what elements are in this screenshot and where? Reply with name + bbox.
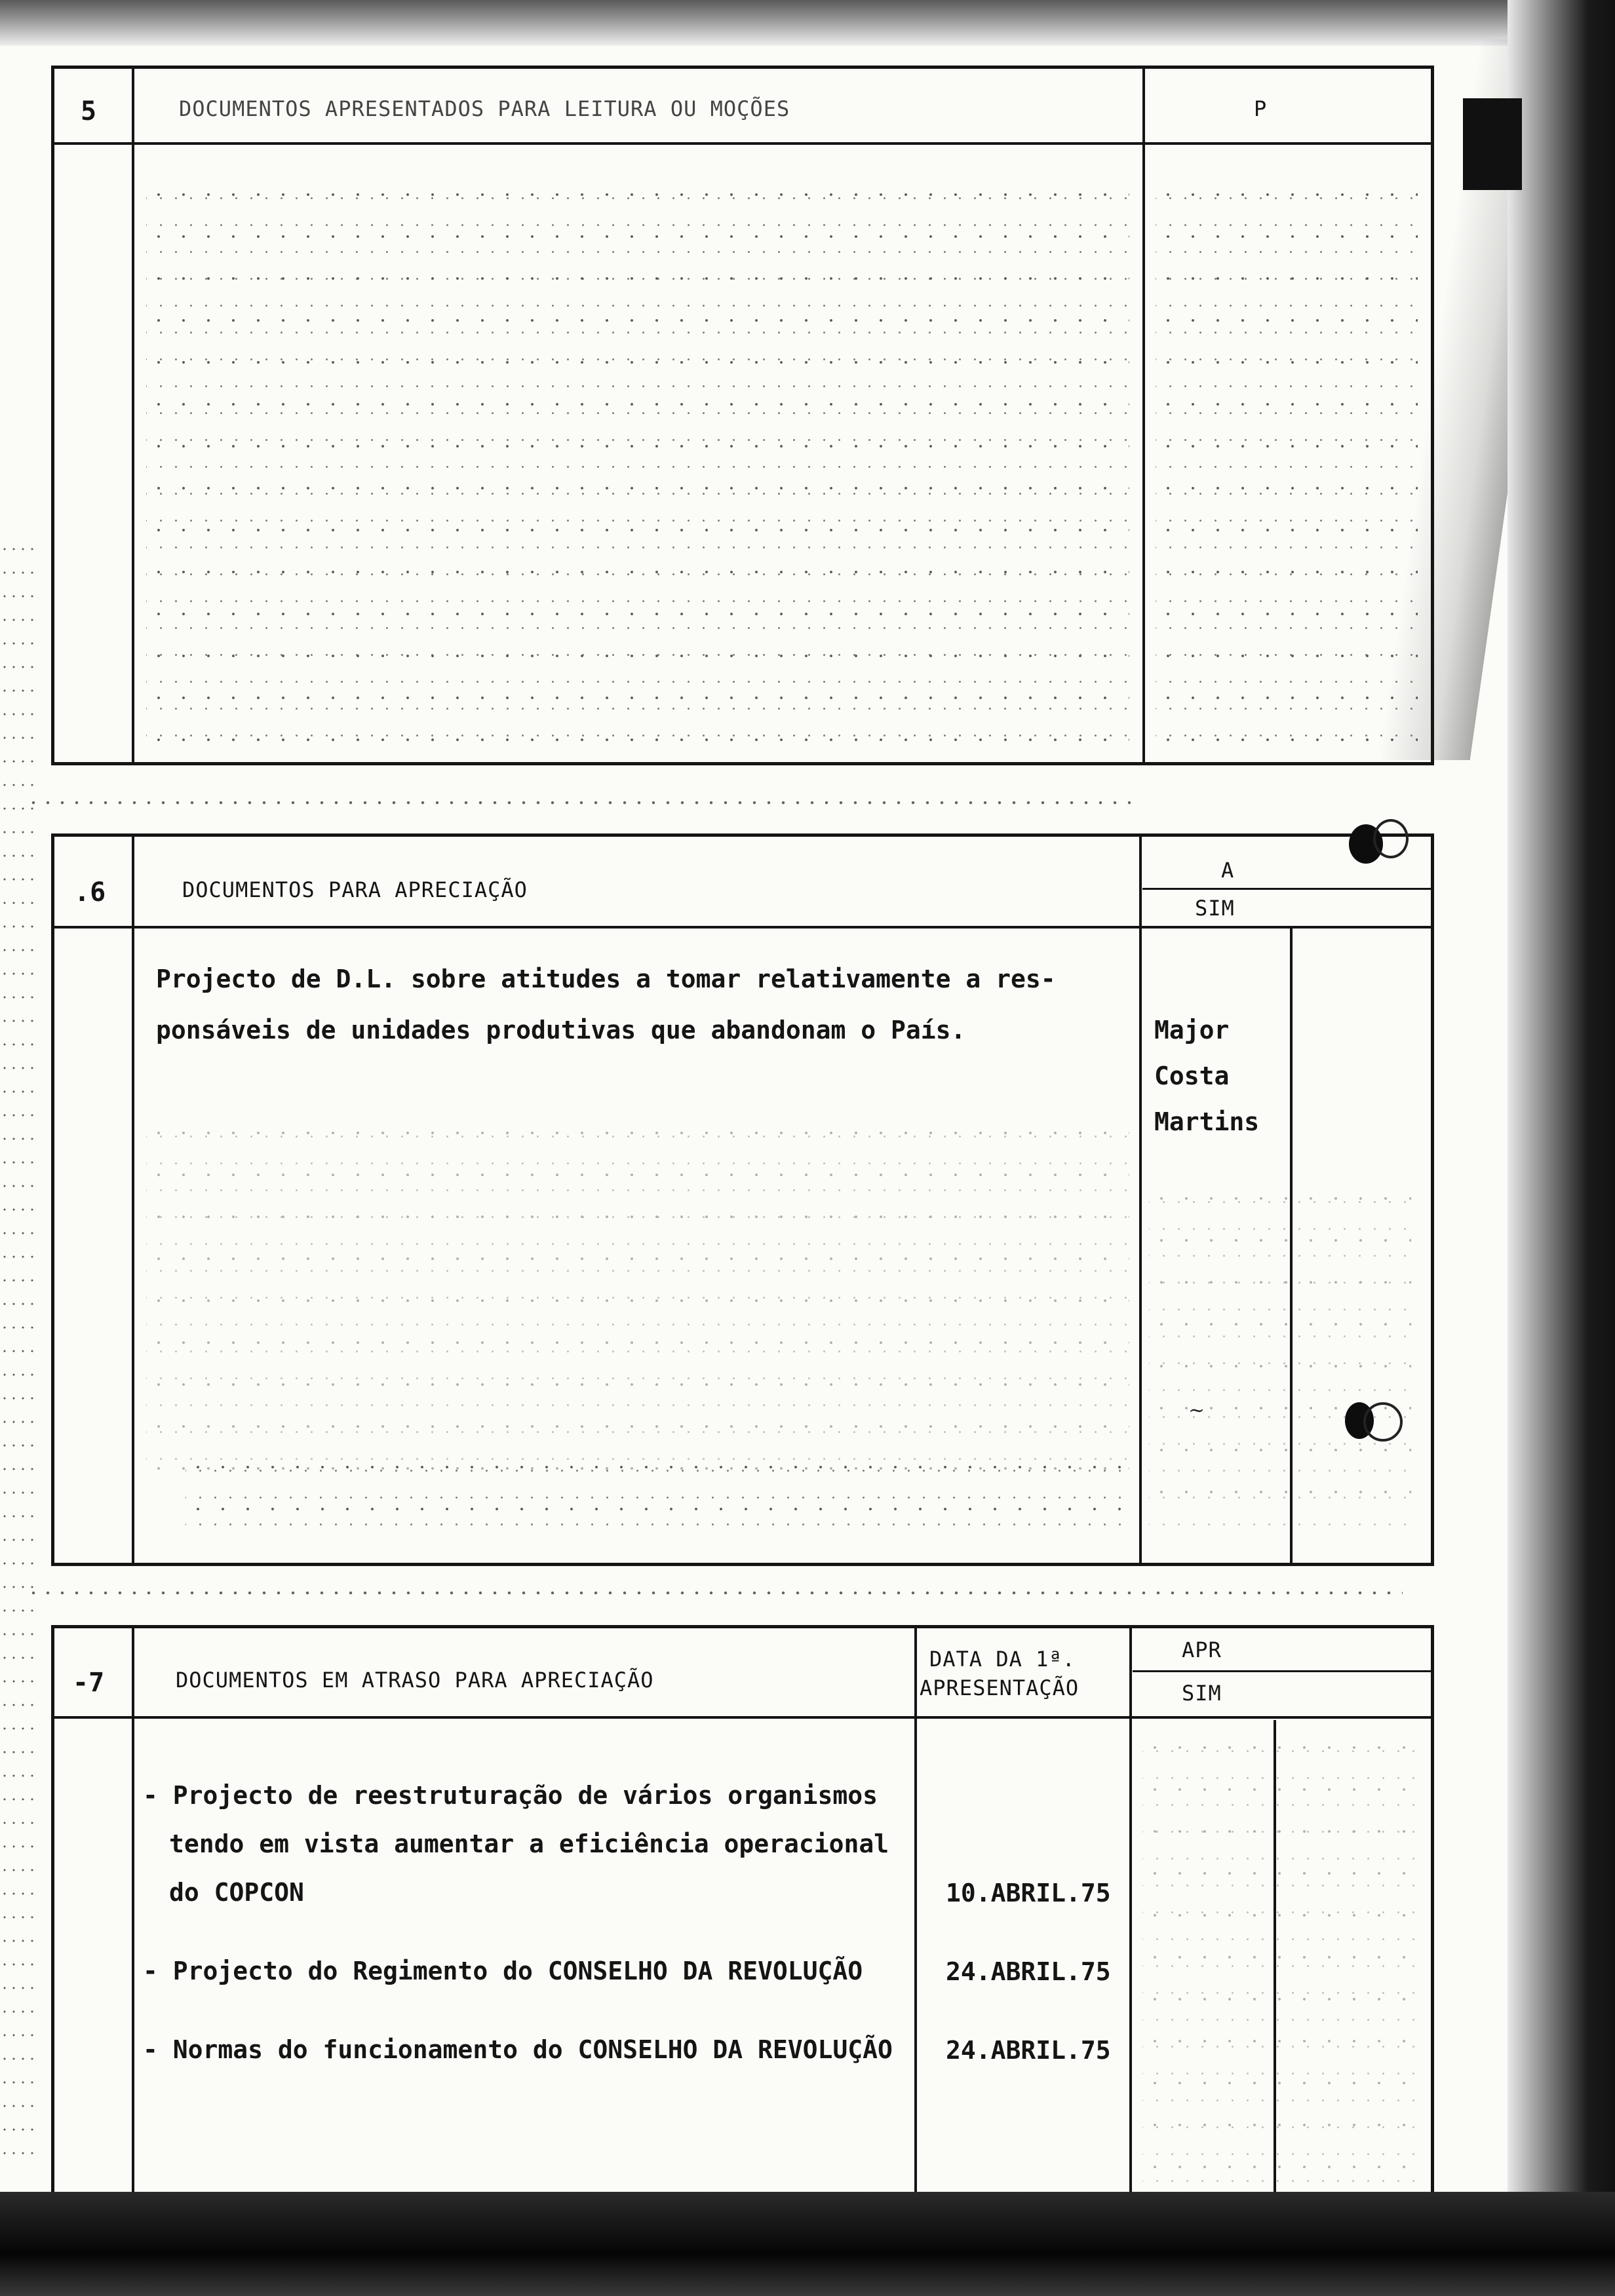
section-7-item-2-date: 24.ABRIL.75 bbox=[946, 1957, 1111, 1986]
section-5-faded-content bbox=[146, 174, 1129, 750]
section-6-item-line-1: Projecto de D.L. sobre atitudes a tomar relativamente a res- bbox=[156, 965, 1056, 993]
section-5-side-divider bbox=[1142, 69, 1145, 762]
section-6-header-rule bbox=[54, 926, 1431, 928]
section-7-item-1-line-2: tendo em vista aumentar a eficiência operacional bbox=[169, 1829, 889, 1858]
scan-top-edge bbox=[0, 0, 1615, 46]
section-6-faded-content bbox=[146, 1112, 1129, 1479]
section-7-item-1-line-1: - Projecto de reestruturação de vários organismos bbox=[143, 1781, 878, 1810]
separator-dots bbox=[26, 801, 1140, 805]
section-6-number: .6 bbox=[74, 877, 106, 908]
section-7-item-1-date: 10.ABRIL.75 bbox=[946, 1879, 1111, 1907]
punch-ring-upper bbox=[1373, 819, 1409, 858]
section-6-responsible-2: Costa bbox=[1154, 1062, 1230, 1090]
section-7-header-rule bbox=[54, 1716, 1431, 1719]
binder-tab bbox=[1463, 98, 1522, 190]
section-6-title: DOCUMENTOS PARA APRECIAÇÃO bbox=[182, 877, 528, 902]
section-5-side-header: P bbox=[1254, 96, 1268, 121]
section-7-item-3-date: 24.ABRIL.75 bbox=[946, 2036, 1111, 2065]
section-6-responsible-3: Martins bbox=[1154, 1107, 1260, 1136]
section-6-side-faded bbox=[1149, 1177, 1411, 1531]
section-7-item-3-line-1: - Normas do funcionamento do CONSELHO DA REVOLUÇÃO bbox=[143, 2035, 893, 2064]
section-6-box bbox=[51, 833, 1434, 1566]
section-6-side-sub: SIM bbox=[1195, 896, 1235, 921]
section-6-side-header: A bbox=[1221, 858, 1235, 883]
section-7-side-subrule bbox=[1133, 1670, 1431, 1672]
section-6-responsible-1: Major bbox=[1154, 1016, 1230, 1044]
section-6-side-divider bbox=[1139, 837, 1142, 1563]
section-6-number-divider bbox=[132, 837, 134, 1563]
section-7-box bbox=[51, 1625, 1434, 2215]
section-7-side-sub: SIM bbox=[1182, 1681, 1222, 1706]
section-7-title: DOCUMENTOS EM ATRASO PARA APRECIAÇÃO bbox=[176, 1668, 654, 1693]
scan-bottom-edge bbox=[0, 2192, 1615, 2296]
section-7-number: -7 bbox=[73, 1668, 105, 1698]
section-6-side-subrule bbox=[1142, 888, 1431, 890]
section-5-side-faded-content bbox=[1156, 174, 1418, 750]
section-6-faded-footer bbox=[185, 1446, 1129, 1531]
left-margin-marks bbox=[0, 537, 39, 2175]
section-5-number: 5 bbox=[81, 96, 97, 126]
section-7-date-header-1: DATA DA 1ª. bbox=[929, 1647, 1076, 1672]
section-7-side-header: APR bbox=[1182, 1637, 1222, 1662]
section-5-title: DOCUMENTOS APRESENTADOS PARA LEITURA OU MOÇÕES bbox=[179, 96, 790, 121]
section-5-header-rule bbox=[54, 142, 1431, 145]
section-6-item-line-2: ponsáveis de unidades produtivas que abandonam o País. bbox=[156, 1016, 966, 1044]
section-5-number-divider bbox=[132, 69, 134, 762]
section-5-box bbox=[51, 66, 1434, 765]
punch-ring-lower bbox=[1363, 1402, 1403, 1442]
section-7-date-header-2: APRESENTAÇÃO bbox=[920, 1675, 1080, 1700]
section-7-side-faded bbox=[1142, 1727, 1418, 2198]
section-6-initials-mark: ~ bbox=[1188, 1399, 1205, 1422]
section-7-item-1-line-3: do COPCON bbox=[169, 1878, 304, 1907]
section-7-item-2-line-1: - Projecto do Regimento do CONSELHO DA REVOLUÇÃO bbox=[143, 1957, 863, 1985]
scan-right-edge bbox=[1508, 0, 1615, 2296]
separator-dots-2 bbox=[26, 1591, 1403, 1595]
